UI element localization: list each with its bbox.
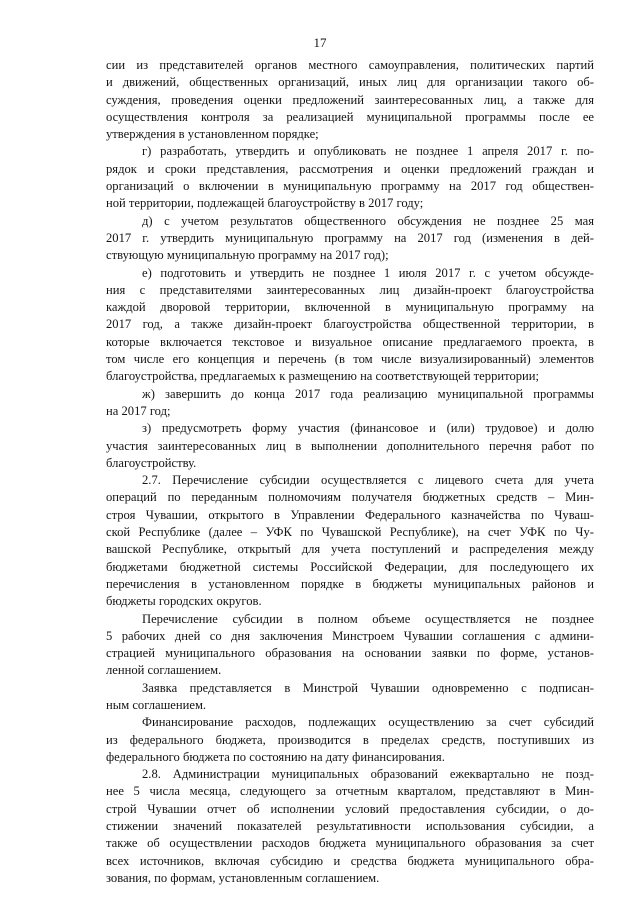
text-line: ния с представителями заинтересованных лиц дизайн-проект благоустройства — [106, 282, 594, 297]
text-line: из федерального бюджета, производится в пределах средств, поступивших из — [106, 732, 594, 747]
text-line: е) подготовить и утвердить не позднее 1 июля 2017 г. с учетом обсужде- — [142, 265, 594, 280]
text-line: нее 5 числа месяца, следующего за отчетным кварталом, представляют в Мин- — [106, 784, 594, 799]
text-line: операций по переданным полномочиям получателя бюджетных средств – Мин- — [106, 490, 594, 505]
text-line: Перечисление субсидии в полном объеме осуществляется не позднее — [142, 611, 594, 626]
text-line: ной территории, подлежащей благоустройству в 2017 году; — [106, 196, 424, 211]
text-line: страцией муниципального образования на основании заявки по форме, установ- — [106, 646, 594, 661]
document-body — [106, 57, 594, 887]
text-line: каждой дворовой территории, включенной в муниципальную программу на — [106, 300, 594, 315]
text-line: суждения, проведения оценки предложений заинтересованных лиц, а также для — [106, 92, 594, 107]
text-line: 2.7. Перечисление субсидии осуществляется с лицевого счета для учета — [142, 473, 594, 488]
text-line: на 2017 год; — [106, 403, 171, 418]
text-line: перечисления в установленном порядке в бюджеты муниципальных районов и — [106, 576, 594, 591]
text-line: бюджетами бюджетной системы Российской Федерации, для последующего их — [106, 559, 594, 574]
text-line: Заявка представляется в Минстрой Чувашии одновременно с подписан- — [142, 680, 594, 695]
text-line: строй Чувашии отчет об исполнении условий предоставления субсидии, о до- — [106, 801, 594, 816]
text-line: утверждения в установленном порядке; — [106, 127, 319, 142]
text-line: 2017 г. утвердить муниципальную программу на 2017 год (изменения в дей- — [106, 230, 594, 245]
text-line: строя Чувашии, открытого в Управлении Федерального казначейства по Чуваш- — [106, 507, 594, 522]
text-line: бюджеты городских округов. — [106, 594, 262, 609]
text-line: участия заинтересованных лиц в выполнении дополнительного перечня работ по — [106, 438, 594, 453]
text-line: всех источников, включая субсидию и средства бюджета муниципального обра- — [106, 853, 594, 868]
text-line: ж) завершить до конца 2017 года реализацию муниципальной программы — [142, 386, 594, 401]
text-line: г) разработать, утвердить и опубликовать не позднее 1 апреля 2017 г. по- — [142, 144, 594, 159]
text-line: ленной соглашением. — [106, 663, 222, 678]
text-line: благоустройства, предлагаемых к размещению на соответствующей территории; — [106, 369, 540, 384]
text-line: д) с учетом результатов общественного обсуждения не позднее 25 мая — [142, 213, 594, 228]
text-line: ным соглашением. — [106, 697, 207, 712]
text-line: осуществления контроля за реализацией муниципальной программы после ее — [106, 109, 594, 124]
text-line: ской Республике (далее – УФК по Чувашской Республике), на счет УФК по Чу- — [106, 525, 594, 540]
text-line: благоустройству. — [106, 455, 197, 470]
text-line: федерального бюджета по состоянию на дату финансирования. — [106, 749, 445, 764]
text-line: зования, по формам, установленным соглашением. — [106, 870, 380, 885]
text-line: 5 рабочих дней со дня заключения Минстроем Чувашии соглашения с админи- — [106, 628, 594, 643]
text-line: стижении значений показателей результативности использования субсидии, а — [106, 819, 594, 834]
text-line: которые включается текстовое и визуальное описание предлагаемого проекта, в — [106, 334, 594, 349]
text-line: том числе его концепция и перечень (в том числе визуализированный) элементов — [106, 352, 594, 367]
text-line: также об осуществлении расходов бюджета муниципального образования за счет — [106, 836, 594, 851]
text-line: ствующую муниципальную программу на 2017 год); — [106, 248, 389, 263]
text-line: вашской Республике, открытый для учета поступлений и распределения между — [106, 542, 594, 557]
text-line: 2017 год, а также дизайн-проект благоустройства общественной территории, в — [106, 317, 594, 332]
text-line: 2.8. Администрации муниципальных образований ежеквартально не позд- — [142, 767, 594, 782]
page-number: 17 — [313, 35, 327, 50]
text-line: сии из представителей органов местного самоуправления, политических партий — [106, 58, 594, 72]
text-line: организаций о включении в муниципальную программу на 2017 год обществен- — [106, 179, 594, 194]
text-line: рядок и сроки представления, рассмотрения и оценки предложений граждан и — [106, 161, 594, 176]
text-line: и движений, общественных организаций, иных лиц для организации такого об- — [106, 75, 594, 90]
text-line: з) предусмотреть форму участия (финансовое и (или) трудовое) и долю — [142, 421, 594, 436]
text-line: Финансирование расходов, подлежащих осуществлению за счет субсидий — [142, 715, 594, 730]
